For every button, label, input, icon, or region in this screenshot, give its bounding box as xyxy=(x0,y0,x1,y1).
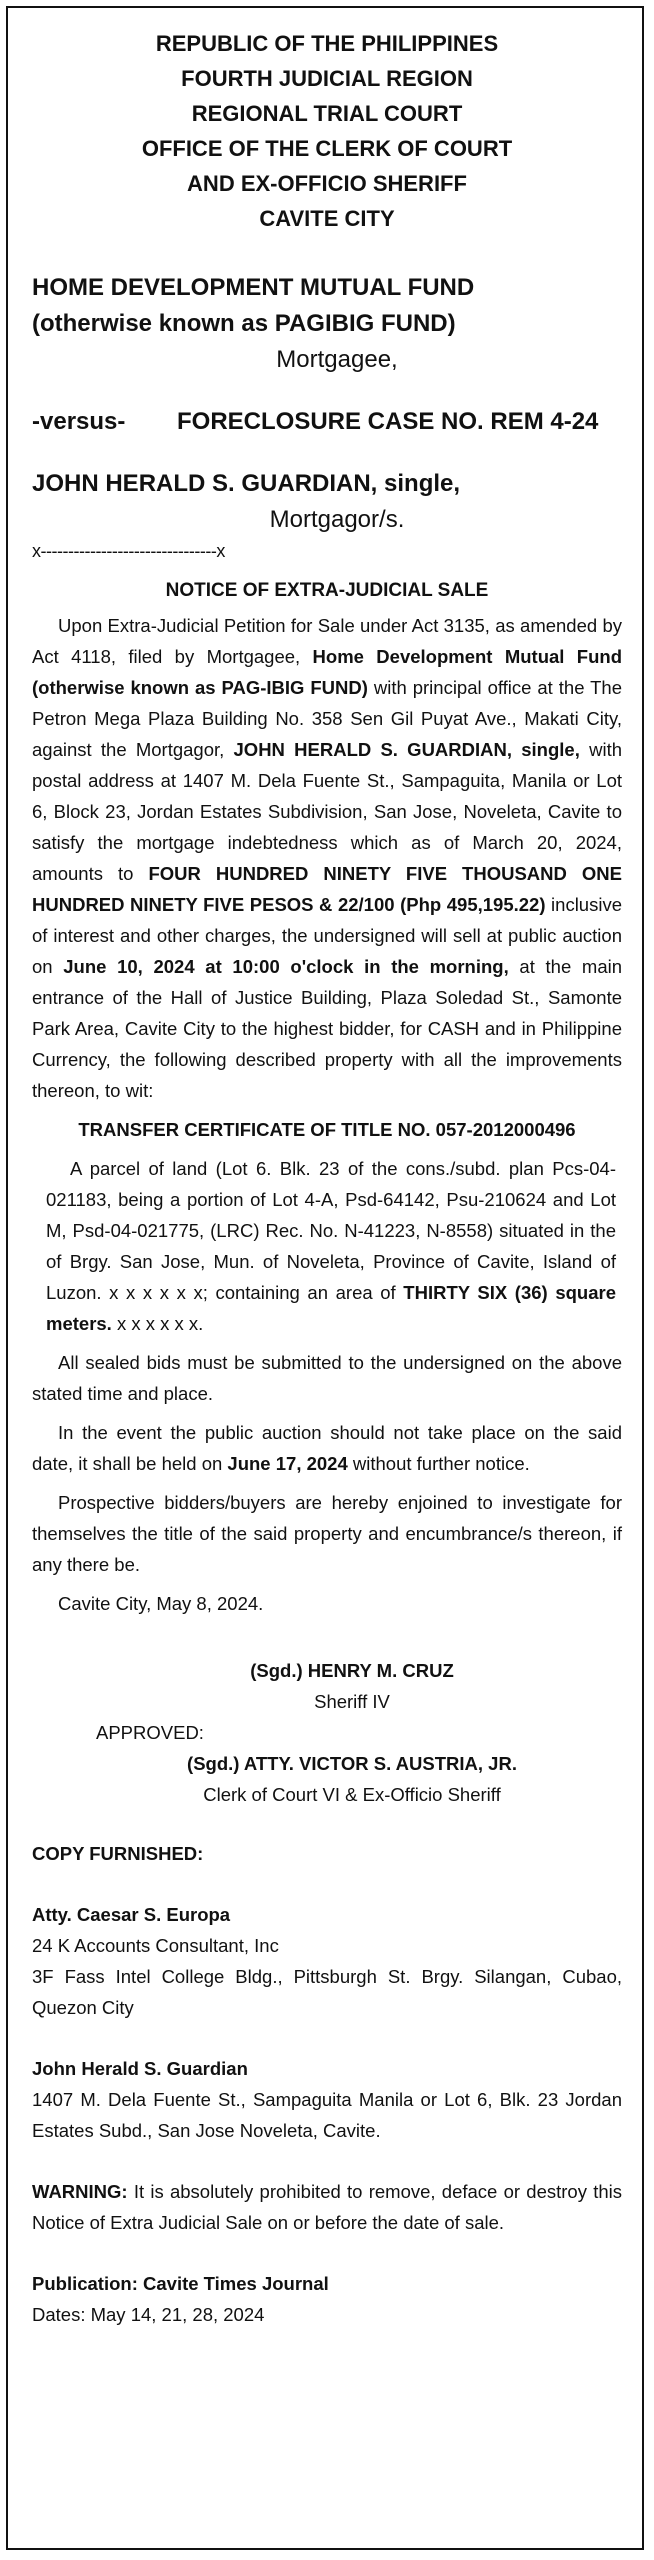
sale-paragraph xyxy=(32,610,622,1106)
publication-dates: Dates: May 14, 21, 28, 2024 xyxy=(32,2304,265,2325)
recipient-name: Atty. Caesar S. Europa xyxy=(32,1904,231,1925)
mortgagee-name: Home Development Mutual Fund (otherwise known as PAG-IBIG FUND) xyxy=(32,646,622,698)
publication-info xyxy=(32,2268,622,2330)
sheriff-title: Sheriff IV xyxy=(314,1691,390,1712)
property-description xyxy=(46,1153,616,1339)
recipient-address: 1407 M. Dela Fuente St., Sampaguita Manila or Lot 6, Blk. 23 Jordan Estates Subd., San Jose Noveleta, Cavite. xyxy=(32,2089,622,2141)
auction-date: June 10, 2024 at 10:00 o'clock in the morning, xyxy=(63,956,509,977)
bidders-paragraph: Prospective bidders/buyers are hereby enjoined to investigate for themselves the title of the said property and encumbrance/s thereon, if any there be. xyxy=(32,1492,622,1575)
header-line: REPUBLIC OF THE PHILIPPINES xyxy=(155,31,499,56)
alternate-date: June 17, 2024 xyxy=(227,1453,348,1474)
publication-label: Publication: Cavite Times Journal xyxy=(32,2273,329,2294)
text-run: without further notice. xyxy=(347,1453,530,1474)
text-run: A parcel of land (Lot 6. Blk. 23 of the cons./subd. plan Pcs-04-021183, being a portion of Lot 4-A, Psd-64142, Psu-210624 and Lot M, Psd-04-021775, (LRC) Rec. No. N-41223, N-8558) situated in the of Brgy. San Jose, Mun. of Noveleta, Province of Cavite, Island of Luzon. x x x x x x; containing an area of xyxy=(46,1158,616,1303)
header-line: AND EX-OFFICIO SHERIFF xyxy=(187,171,467,196)
recipient-name: John Herald S. Guardian xyxy=(32,2058,248,2079)
header-line: REGIONAL TRIAL COURT xyxy=(191,101,463,126)
versus-line xyxy=(32,404,622,440)
court-header xyxy=(32,26,622,236)
text-run: In the event the public auction should not take place on the said date, it shall be held on xyxy=(32,1422,622,1474)
postponement-paragraph xyxy=(32,1417,622,1479)
sheriff-name: (Sgd.) HENRY M. CRUZ xyxy=(250,1660,454,1681)
notice-frame xyxy=(6,6,644,2550)
warning-paragraph xyxy=(32,2176,622,2238)
bids-paragraph: All sealed bids must be submitted to the undersigned on the above stated time and place. xyxy=(32,1352,622,1404)
recipient-line: 24 K Accounts Consultant, Inc xyxy=(32,1935,279,1956)
notice-title: NOTICE OF EXTRA-JUDICIAL SALE xyxy=(165,580,489,601)
property-area: THIRTY SIX (36) square meters. xyxy=(46,1282,616,1334)
notice-content xyxy=(32,26,622,2330)
header-line: CAVITE CITY xyxy=(259,206,395,231)
case-number: FORECLOSURE CASE NO. REM 4-24 xyxy=(177,408,599,435)
text-run: x x x x x x. xyxy=(111,1313,204,1334)
recipient-2 xyxy=(32,2053,622,2146)
plaintiff-role: Mortgagee, xyxy=(276,346,398,373)
signature-block xyxy=(32,1655,622,1810)
caption-separator: x--------------------------------x xyxy=(32,541,225,561)
recipient-line: 3F Fass Intel College Bldg., Pittsburgh St. Brgy. Silangan, Cubao, Quezon City xyxy=(32,1966,622,2018)
mortgagor-name: JOHN HERALD S. GUARDIAN, single, xyxy=(233,739,580,760)
clerk-title: Clerk of Court VI & Ex-Officio Sheriff xyxy=(203,1784,501,1805)
defendant-role: Mortgagor/s. xyxy=(269,506,405,533)
plaintiff-name: HOME DEVELOPMENT MUTUAL FUND xyxy=(32,274,475,301)
amount: FOUR HUNDRED NINETY FIVE THOUSAND ONE HUNDRED NINETY FIVE PESOS & 22/100 (Php 495,195.22) xyxy=(32,863,623,915)
clerk-name: (Sgd.) ATTY. VICTOR S. AUSTRIA, JR. xyxy=(187,1753,517,1774)
warning-text: It is absolutely prohibited to remove, deface or destroy this Notice of Extra Judicial Sale on or before the date of sale. xyxy=(32,2181,622,2233)
approved-label: APPROVED: xyxy=(96,1722,204,1743)
warning-label: WARNING: xyxy=(32,2181,128,2202)
text-run: at the main entrance of the Hall of Justice Building, Plaza Soledad St., Samonte Park Area, Cavite City to the highest bidder, for CASH and in Philippine Currency, the following described property with all the improvements thereon, to wit: xyxy=(32,956,623,1101)
text-run: Upon Extra-Judicial Petition for Sale under Act 3135, as amended by Act 4118, filed by Mortgagee, xyxy=(32,615,622,667)
text-run: with principal office at the The Petron Mega Plaza Building No. 358 Sen Gil Puyat Ave., Makati City, against the Mortgagor, xyxy=(32,677,622,760)
plaintiff-alias: (otherwise known as PAGIBIG FUND) xyxy=(32,310,456,337)
header-line: OFFICE OF THE CLERK OF COURT xyxy=(141,136,513,161)
versus-label: -versus- xyxy=(32,408,126,435)
text-run: with postal address at 1407 M. Dela Fuente St., Sampaguita, Manila or Lot 6, Block 23, Jordan Estates Subdivision, San Jose, Noveleta, Cavite to satisfy the mortgage indebtedness which as of March 20, 2024, amounts to xyxy=(32,739,622,884)
header-line: FOURTH JUDICIAL REGION xyxy=(181,66,473,91)
copy-furnished-label: COPY FURNISHED: xyxy=(32,1843,204,1864)
place-date: Cavite City, May 8, 2024. xyxy=(58,1593,264,1614)
defendant-name: JOHN HERALD S. GUARDIAN, single, xyxy=(32,470,461,497)
tct-title: TRANSFER CERTIFICATE OF TITLE NO. 057-2012000496 xyxy=(78,1119,576,1140)
case-caption xyxy=(32,270,622,564)
text-run: inclusive of interest and other charges, the undersigned will sell at public auction on xyxy=(32,894,622,977)
recipient-1 xyxy=(32,1899,622,2023)
